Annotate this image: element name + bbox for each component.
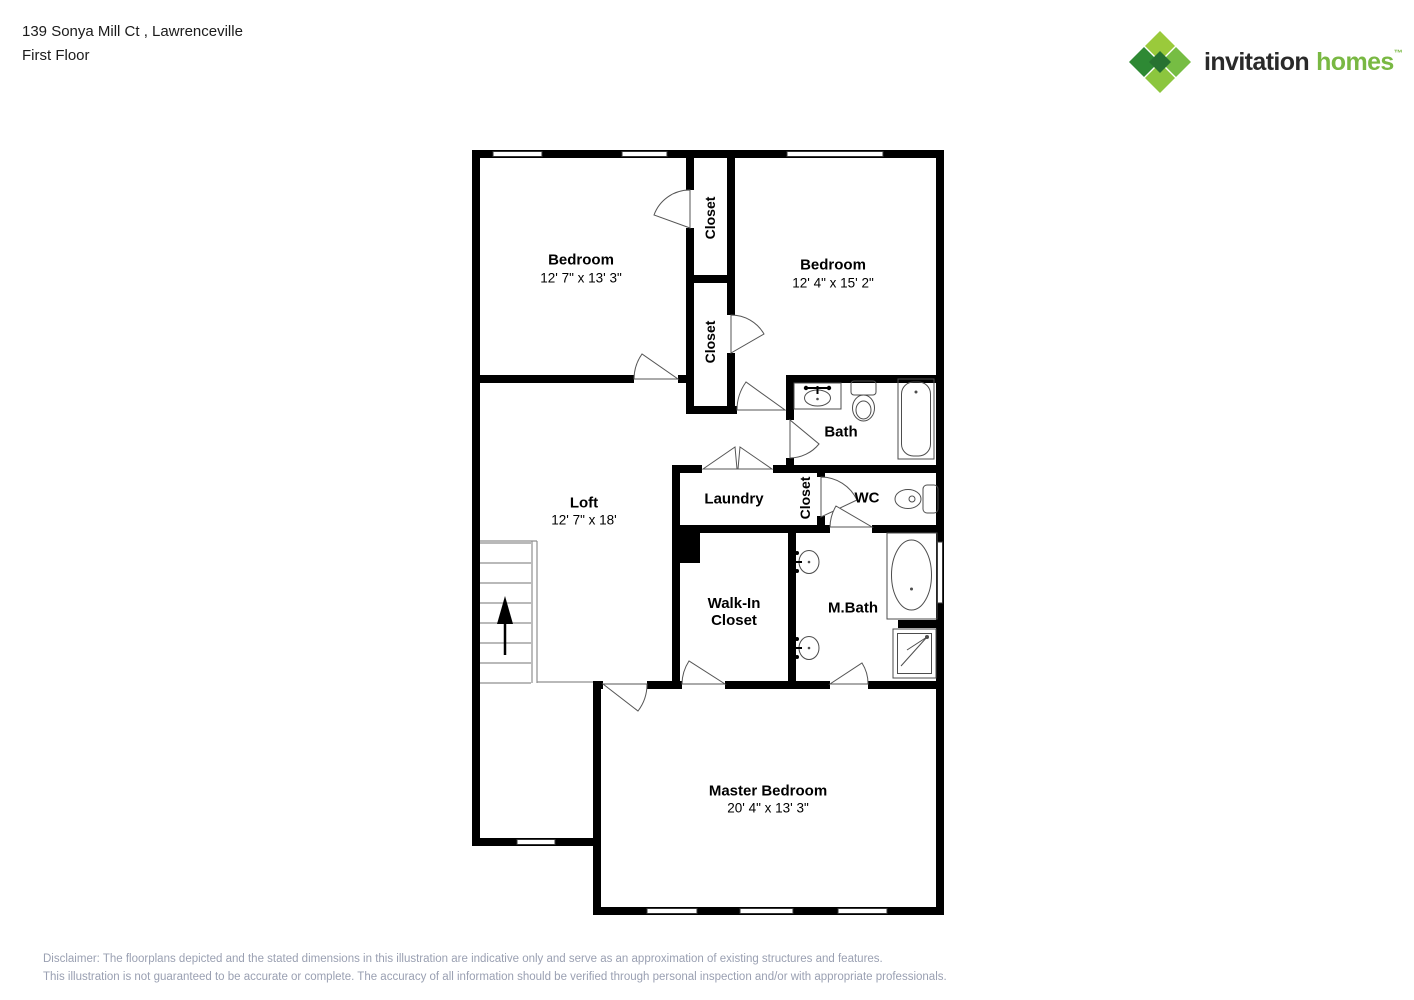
room-label-bedroom2: Bedroom (800, 256, 866, 274)
window (938, 542, 943, 603)
door-swing (603, 684, 647, 711)
room-label-hall-closet: Closet (797, 476, 813, 520)
floor-line: First Floor (22, 47, 90, 64)
window (622, 152, 667, 157)
door-swing (830, 663, 868, 684)
room-label-bedroom1: Bedroom (548, 251, 614, 269)
room-label-closet1: Closet (702, 196, 718, 240)
logo-trademark: ™ (1393, 47, 1403, 58)
bifold-door (703, 447, 737, 469)
door-swing (731, 315, 764, 353)
room-label-master-bath: M.Bath (828, 599, 878, 617)
stairs (480, 541, 593, 683)
window (493, 152, 542, 157)
room-label-wc: WC (854, 489, 880, 507)
window (838, 909, 887, 914)
door-swing (830, 506, 872, 527)
bathtub-icon (887, 533, 937, 619)
door-swing (634, 354, 678, 379)
room-label-walk-in-closet (708, 595, 761, 629)
window (787, 152, 883, 157)
walls (472, 150, 944, 915)
room-dims-loft: 12' 7" x 18' (551, 512, 617, 528)
room-dims-bedroom1: 12' 7" x 13' 3" (540, 270, 622, 286)
window (647, 909, 697, 914)
sink-icon (793, 551, 819, 574)
room-label-closet2: Closet (702, 320, 718, 364)
door-swing (790, 420, 819, 458)
sink-icon (793, 637, 819, 660)
bifold-door (738, 447, 772, 469)
sink-icon (794, 383, 841, 409)
window (517, 840, 555, 845)
stairs-up-arrow-icon (497, 596, 513, 655)
room-label-laundry: Laundry (704, 490, 764, 508)
door-swing (737, 382, 785, 410)
walk-in-closet-line2: Closet (711, 612, 757, 629)
door-swing (682, 661, 725, 684)
walk-in-closet-line1: Walk-In (707, 595, 761, 612)
window (740, 909, 793, 914)
bathtub-icon (898, 379, 934, 459)
room-dims-bedroom2: 12' 4" x 15' 2" (792, 275, 874, 291)
room-label-bath: Bath (824, 423, 858, 441)
disclaimer-line2: This illustration is not guaranteed to be accurate or complete. The accuracy of all information should be verified through personal inspection and/or with appropriate professionals. (43, 970, 947, 983)
disclaimer (43, 951, 947, 986)
toilet-icon (895, 485, 938, 513)
address-line: 139 Sonya Mill Ct , Lawrenceville (22, 23, 243, 40)
room-dims-master-bedroom: 20' 4" x 13' 3" (727, 800, 809, 816)
room-label-master-bedroom: Master Bedroom (708, 782, 828, 800)
room-label-loft: Loft (569, 494, 599, 512)
disclaimer-line1: Disclaimer: The floorplans depicted and the stated dimensions in this illustration are indicative only and serve as an approximation of existing structures and features. (43, 953, 883, 965)
shower-icon (893, 629, 936, 678)
logo-word-homes: homes (1316, 47, 1394, 76)
toilet-icon (851, 381, 876, 421)
logo-word-invitation: invitation (1204, 47, 1310, 76)
door-swing (654, 190, 690, 228)
